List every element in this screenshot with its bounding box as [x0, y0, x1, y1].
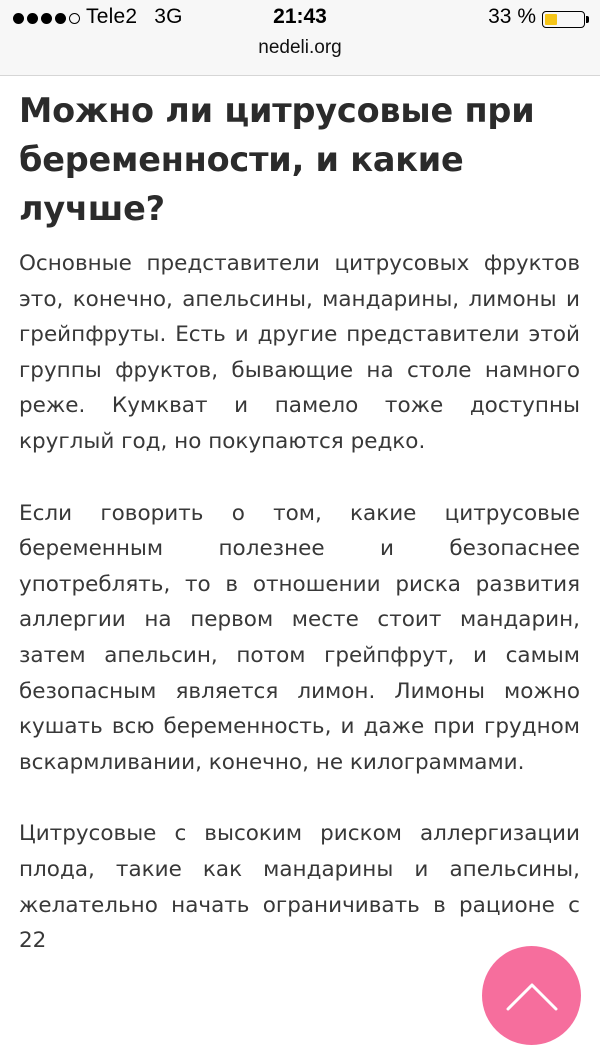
article-paragraph: Основные представители цитрусовых фруктов это, конечно, апельсины, мандарины, лимоны и грейпфруты. Есть и другие представители этой группы фруктов, бывающие на столе намного реже. Кумкват и памело тоже доступны круглый год, но покупаются редко.	[19, 251, 580, 454]
status-time: 21:43	[273, 5, 327, 28]
battery-percent: 33 %	[488, 5, 536, 28]
chevron-up-icon	[504, 980, 560, 1012]
carrier-name: Tele2	[86, 5, 138, 28]
article-paragraph: Если говорить о том, какие цитрусовые беременным полезнее и безопаснее употреблять, то в отношении риска развития аллергии на первом месте стоит мандарин, затем апельсин, потом грейпфрут, и самым безопасным является лимон. Лимоны можно кушать всю беременность, и даже при грудном вскармливании, конечно, не килограммами.	[19, 500, 580, 775]
battery-nub	[586, 16, 589, 23]
article-paragraph: Цитрусовые с высоким риском аллергизации плода, такие как мандарины и апельсины, желательно начать ограничивать в рационе с 22	[19, 821, 580, 954]
address-bar[interactable]: nedeli.org	[258, 37, 342, 58]
browser-top-bar	[0, 0, 600, 76]
article	[19, 86, 580, 959]
battery-icon	[542, 11, 585, 28]
network-type: 3G	[154, 5, 183, 28]
scroll-to-top-button[interactable]	[482, 946, 581, 1045]
article-title: Можно ли цитрусовые при беременности, и какие лучше?	[19, 91, 535, 228]
battery-fill	[545, 14, 557, 25]
status-bar	[0, 0, 600, 38]
